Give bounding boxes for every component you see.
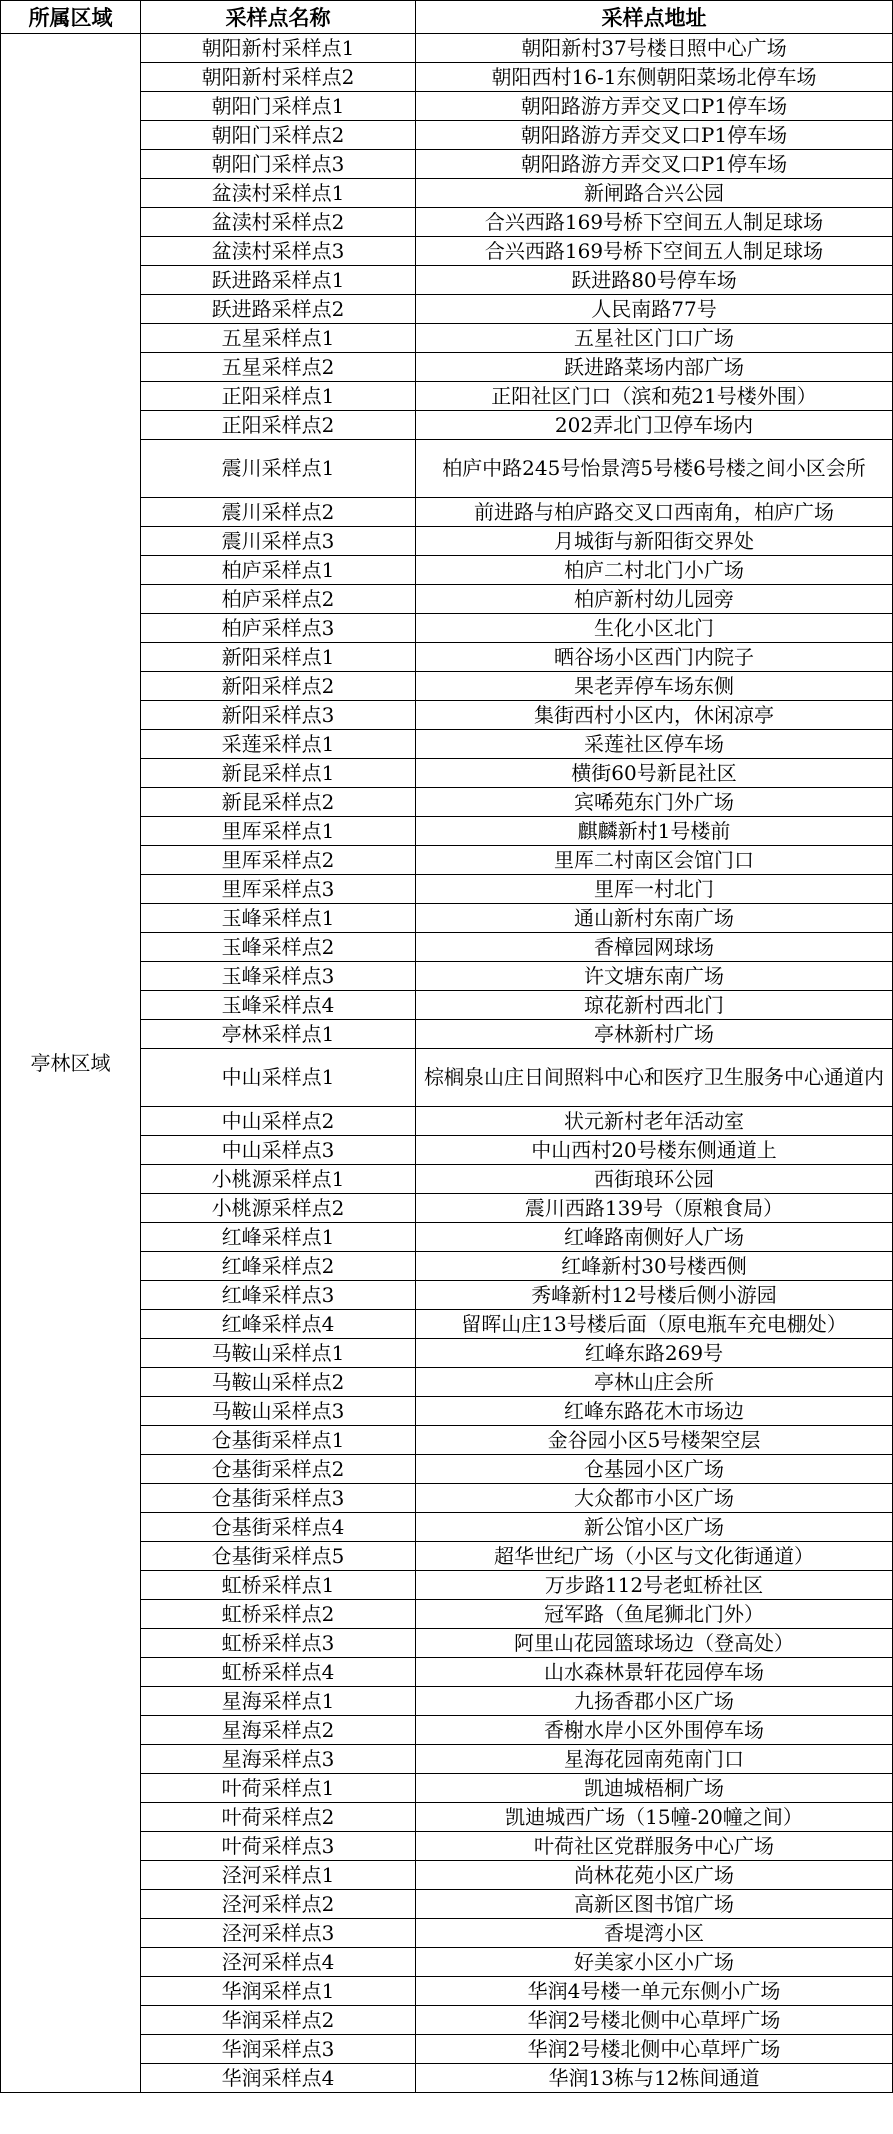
sampling-point-name: 亭林采样点1	[141, 1020, 416, 1049]
sampling-point-address: 叶荷社区党群服务中心广场	[416, 1832, 893, 1861]
sampling-point-address: 香堤湾小区	[416, 1919, 893, 1948]
sampling-point-address: 五星社区门口广场	[416, 324, 893, 353]
region-cell: 亭林区域	[1, 34, 141, 2093]
sampling-point-address: 202弄北门卫停车场内	[416, 411, 893, 440]
sampling-point-address: 山水森林景轩花园停车场	[416, 1658, 893, 1687]
sampling-point-name: 叶荷采样点1	[141, 1774, 416, 1803]
sampling-point-name: 小桃源采样点2	[141, 1194, 416, 1223]
sampling-point-name: 朝阳新村采样点1	[141, 34, 416, 63]
sampling-point-name: 星海采样点1	[141, 1687, 416, 1716]
sampling-point-address: 采莲社区停车场	[416, 730, 893, 759]
sampling-point-name: 新昆采样点2	[141, 788, 416, 817]
sampling-point-name: 小桃源采样点1	[141, 1165, 416, 1194]
sampling-point-name: 中山采样点1	[141, 1049, 416, 1107]
sampling-point-name: 叶荷采样点3	[141, 1832, 416, 1861]
sampling-point-name: 马鞍山采样点3	[141, 1397, 416, 1426]
sampling-point-address: 高新区图书馆广场	[416, 1890, 893, 1919]
sampling-point-address: 朝阳新村37号楼日照中心广场	[416, 34, 893, 63]
sampling-point-name: 朝阳门采样点2	[141, 121, 416, 150]
sampling-point-name: 新阳采样点3	[141, 701, 416, 730]
sampling-point-name: 震川采样点3	[141, 527, 416, 556]
sampling-point-name: 星海采样点3	[141, 1745, 416, 1774]
header-address: 采样点地址	[416, 1, 893, 34]
sampling-point-address: 前进路与柏庐路交叉口西南角，柏庐广场	[416, 498, 893, 527]
header-row	[1, 1, 893, 34]
sampling-point-name: 仓基街采样点3	[141, 1484, 416, 1513]
sampling-point-address: 朝阳路游方弄交叉口P1停车场	[416, 121, 893, 150]
sampling-point-address: 集街西村小区内，休闲凉亭	[416, 701, 893, 730]
sampling-point-address: 晒谷场小区西门内院子	[416, 643, 893, 672]
sampling-point-name: 泾河采样点4	[141, 1948, 416, 1977]
sampling-point-address: 凯迪城梧桐广场	[416, 1774, 893, 1803]
sampling-point-address: 果老弄停车场东侧	[416, 672, 893, 701]
sampling-point-name: 朝阳新村采样点2	[141, 63, 416, 92]
sampling-point-address: 朝阳西村16-1东侧朝阳菜场北停车场	[416, 63, 893, 92]
table-body	[1, 34, 893, 2093]
sampling-point-name: 仓基街采样点2	[141, 1455, 416, 1484]
sampling-point-name: 盆渎村采样点3	[141, 237, 416, 266]
sampling-point-address: 红峰东路花木市场边	[416, 1397, 893, 1426]
sampling-point-name: 震川采样点2	[141, 498, 416, 527]
sampling-point-address: 通山新村东南广场	[416, 904, 893, 933]
sampling-point-address: 中山西村20号楼东侧通道上	[416, 1136, 893, 1165]
sampling-point-name: 朝阳门采样点1	[141, 92, 416, 121]
sampling-point-address: 人民南路77号	[416, 295, 893, 324]
sampling-point-name: 虹桥采样点2	[141, 1600, 416, 1629]
sampling-point-address: 仓基园小区广场	[416, 1455, 893, 1484]
sampling-point-name: 叶荷采样点2	[141, 1803, 416, 1832]
sampling-point-name: 红峰采样点2	[141, 1252, 416, 1281]
sampling-point-address: 朝阳路游方弄交叉口P1停车场	[416, 150, 893, 179]
header-region: 所属区域	[1, 1, 141, 34]
sampling-point-address: 超华世纪广场（小区与文化街通道）	[416, 1542, 893, 1571]
sampling-point-address: 留晖山庄13号楼后面（原电瓶车充电棚处）	[416, 1310, 893, 1339]
sampling-point-name: 虹桥采样点4	[141, 1658, 416, 1687]
sampling-point-address: 新闸路合兴公园	[416, 179, 893, 208]
sampling-point-name: 泾河采样点2	[141, 1890, 416, 1919]
sampling-point-name: 盆渎村采样点2	[141, 208, 416, 237]
table-row	[1, 34, 893, 63]
sampling-point-address: 棕榈泉山庄日间照料中心和医疗卫生服务中心通道内	[416, 1049, 893, 1107]
sampling-point-name: 中山采样点2	[141, 1107, 416, 1136]
sampling-point-name: 虹桥采样点1	[141, 1571, 416, 1600]
sampling-point-name: 里厍采样点2	[141, 846, 416, 875]
sampling-point-name: 华润采样点3	[141, 2035, 416, 2064]
sampling-point-name: 柏庐采样点2	[141, 585, 416, 614]
sampling-point-address: 九扬香郡小区广场	[416, 1687, 893, 1716]
sampling-point-address: 朝阳路游方弄交叉口P1停车场	[416, 92, 893, 121]
sampling-point-address: 香樟园网球场	[416, 933, 893, 962]
sampling-point-address: 华润2号楼北侧中心草坪广场	[416, 2006, 893, 2035]
sampling-point-address: 柏庐中路245号怡景湾5号楼6号楼之间小区会所	[416, 440, 893, 498]
sampling-point-address: 华润4号楼一单元东侧小广场	[416, 1977, 893, 2006]
sampling-point-address: 跃进路菜场内部广场	[416, 353, 893, 382]
sampling-point-name: 仓基街采样点5	[141, 1542, 416, 1571]
sampling-point-name: 红峰采样点3	[141, 1281, 416, 1310]
sampling-point-name: 朝阳门采样点3	[141, 150, 416, 179]
sampling-point-name: 马鞍山采样点1	[141, 1339, 416, 1368]
sampling-point-address: 凯迪城西广场（15幢-20幢之间）	[416, 1803, 893, 1832]
sampling-point-name: 泾河采样点3	[141, 1919, 416, 1948]
sampling-point-name: 玉峰采样点1	[141, 904, 416, 933]
sampling-point-name: 五星采样点1	[141, 324, 416, 353]
sampling-point-address: 大众都市小区广场	[416, 1484, 893, 1513]
sampling-point-address: 好美家小区小广场	[416, 1948, 893, 1977]
sampling-point-name: 震川采样点1	[141, 440, 416, 498]
sampling-point-name: 华润采样点4	[141, 2064, 416, 2093]
sampling-point-name: 玉峰采样点4	[141, 991, 416, 1020]
sampling-point-address: 冠军路（鱼尾狮北门外）	[416, 1600, 893, 1629]
sampling-point-address: 西街琅环公园	[416, 1165, 893, 1194]
sampling-point-name: 玉峰采样点3	[141, 962, 416, 991]
sampling-point-address: 红峰路南侧好人广场	[416, 1223, 893, 1252]
sampling-point-address: 月城街与新阳街交界处	[416, 527, 893, 556]
sampling-point-address: 正阳社区门口（滨和苑21号楼外围）	[416, 382, 893, 411]
sampling-point-address: 红峰东路269号	[416, 1339, 893, 1368]
sampling-point-name: 玉峰采样点2	[141, 933, 416, 962]
sampling-point-address: 合兴西路169号桥下空间五人制足球场	[416, 208, 893, 237]
sampling-point-name: 盆渎村采样点1	[141, 179, 416, 208]
sampling-point-address: 里厍二村南区会馆门口	[416, 846, 893, 875]
sampling-point-name: 里厍采样点3	[141, 875, 416, 904]
sampling-point-name: 正阳采样点2	[141, 411, 416, 440]
sampling-point-address: 红峰新村30号楼西侧	[416, 1252, 893, 1281]
sampling-point-address: 跃进路80号停车场	[416, 266, 893, 295]
sampling-point-address: 柏庐新村幼儿园旁	[416, 585, 893, 614]
sampling-point-address: 亭林新村广场	[416, 1020, 893, 1049]
sampling-point-address: 万步路112号老虹桥社区	[416, 1571, 893, 1600]
sampling-point-name: 里厍采样点1	[141, 817, 416, 846]
sampling-point-name: 红峰采样点1	[141, 1223, 416, 1252]
sampling-point-address: 许文塘东南广场	[416, 962, 893, 991]
sampling-point-name: 泾河采样点1	[141, 1861, 416, 1890]
sampling-point-name: 华润采样点2	[141, 2006, 416, 2035]
sampling-point-name: 正阳采样点1	[141, 382, 416, 411]
sampling-point-address: 震川西路139号（原粮食局）	[416, 1194, 893, 1223]
sampling-point-address: 生化小区北门	[416, 614, 893, 643]
sampling-point-address: 合兴西路169号桥下空间五人制足球场	[416, 237, 893, 266]
sampling-point-name: 采莲采样点1	[141, 730, 416, 759]
sampling-point-address: 华润2号楼北侧中心草坪广场	[416, 2035, 893, 2064]
sampling-point-address: 里厍一村北门	[416, 875, 893, 904]
sampling-point-name: 仓基街采样点1	[141, 1426, 416, 1455]
sampling-point-name: 柏庐采样点3	[141, 614, 416, 643]
sampling-point-name: 中山采样点3	[141, 1136, 416, 1165]
sampling-point-name: 星海采样点2	[141, 1716, 416, 1745]
sampling-point-address: 尚林花苑小区广场	[416, 1861, 893, 1890]
sampling-point-name: 柏庐采样点1	[141, 556, 416, 585]
header-name: 采样点名称	[141, 1, 416, 34]
sampling-point-address: 金谷园小区5号楼架空层	[416, 1426, 893, 1455]
sampling-point-name: 跃进路采样点2	[141, 295, 416, 324]
sampling-point-name: 新阳采样点1	[141, 643, 416, 672]
sampling-point-address: 琼花新村西北门	[416, 991, 893, 1020]
sampling-point-address: 秀峰新村12号楼后侧小游园	[416, 1281, 893, 1310]
sampling-point-name: 虹桥采样点3	[141, 1629, 416, 1658]
sampling-point-address: 亭林山庄会所	[416, 1368, 893, 1397]
sampling-point-address: 新公馆小区广场	[416, 1513, 893, 1542]
sampling-point-address: 华润13栋与12栋间通道	[416, 2064, 893, 2093]
sampling-point-name: 仓基街采样点4	[141, 1513, 416, 1542]
sampling-point-name: 华润采样点1	[141, 1977, 416, 2006]
sampling-point-name: 马鞍山采样点2	[141, 1368, 416, 1397]
sampling-point-address: 柏庐二村北门小广场	[416, 556, 893, 585]
sampling-point-address: 香榭水岸小区外围停车场	[416, 1716, 893, 1745]
sampling-point-name: 红峰采样点4	[141, 1310, 416, 1339]
sampling-point-address: 状元新村老年活动室	[416, 1107, 893, 1136]
sampling-point-name: 新阳采样点2	[141, 672, 416, 701]
sampling-point-address: 横街60号新昆社区	[416, 759, 893, 788]
sampling-point-address: 麒麟新村1号楼前	[416, 817, 893, 846]
sampling-point-address: 宾唏苑东门外广场	[416, 788, 893, 817]
sampling-point-name: 五星采样点2	[141, 353, 416, 382]
sampling-point-address: 阿里山花园篮球场边（登高处）	[416, 1629, 893, 1658]
sampling-point-name: 跃进路采样点1	[141, 266, 416, 295]
sampling-point-address: 星海花园南苑南门口	[416, 1745, 893, 1774]
sampling-point-name: 新昆采样点1	[141, 759, 416, 788]
